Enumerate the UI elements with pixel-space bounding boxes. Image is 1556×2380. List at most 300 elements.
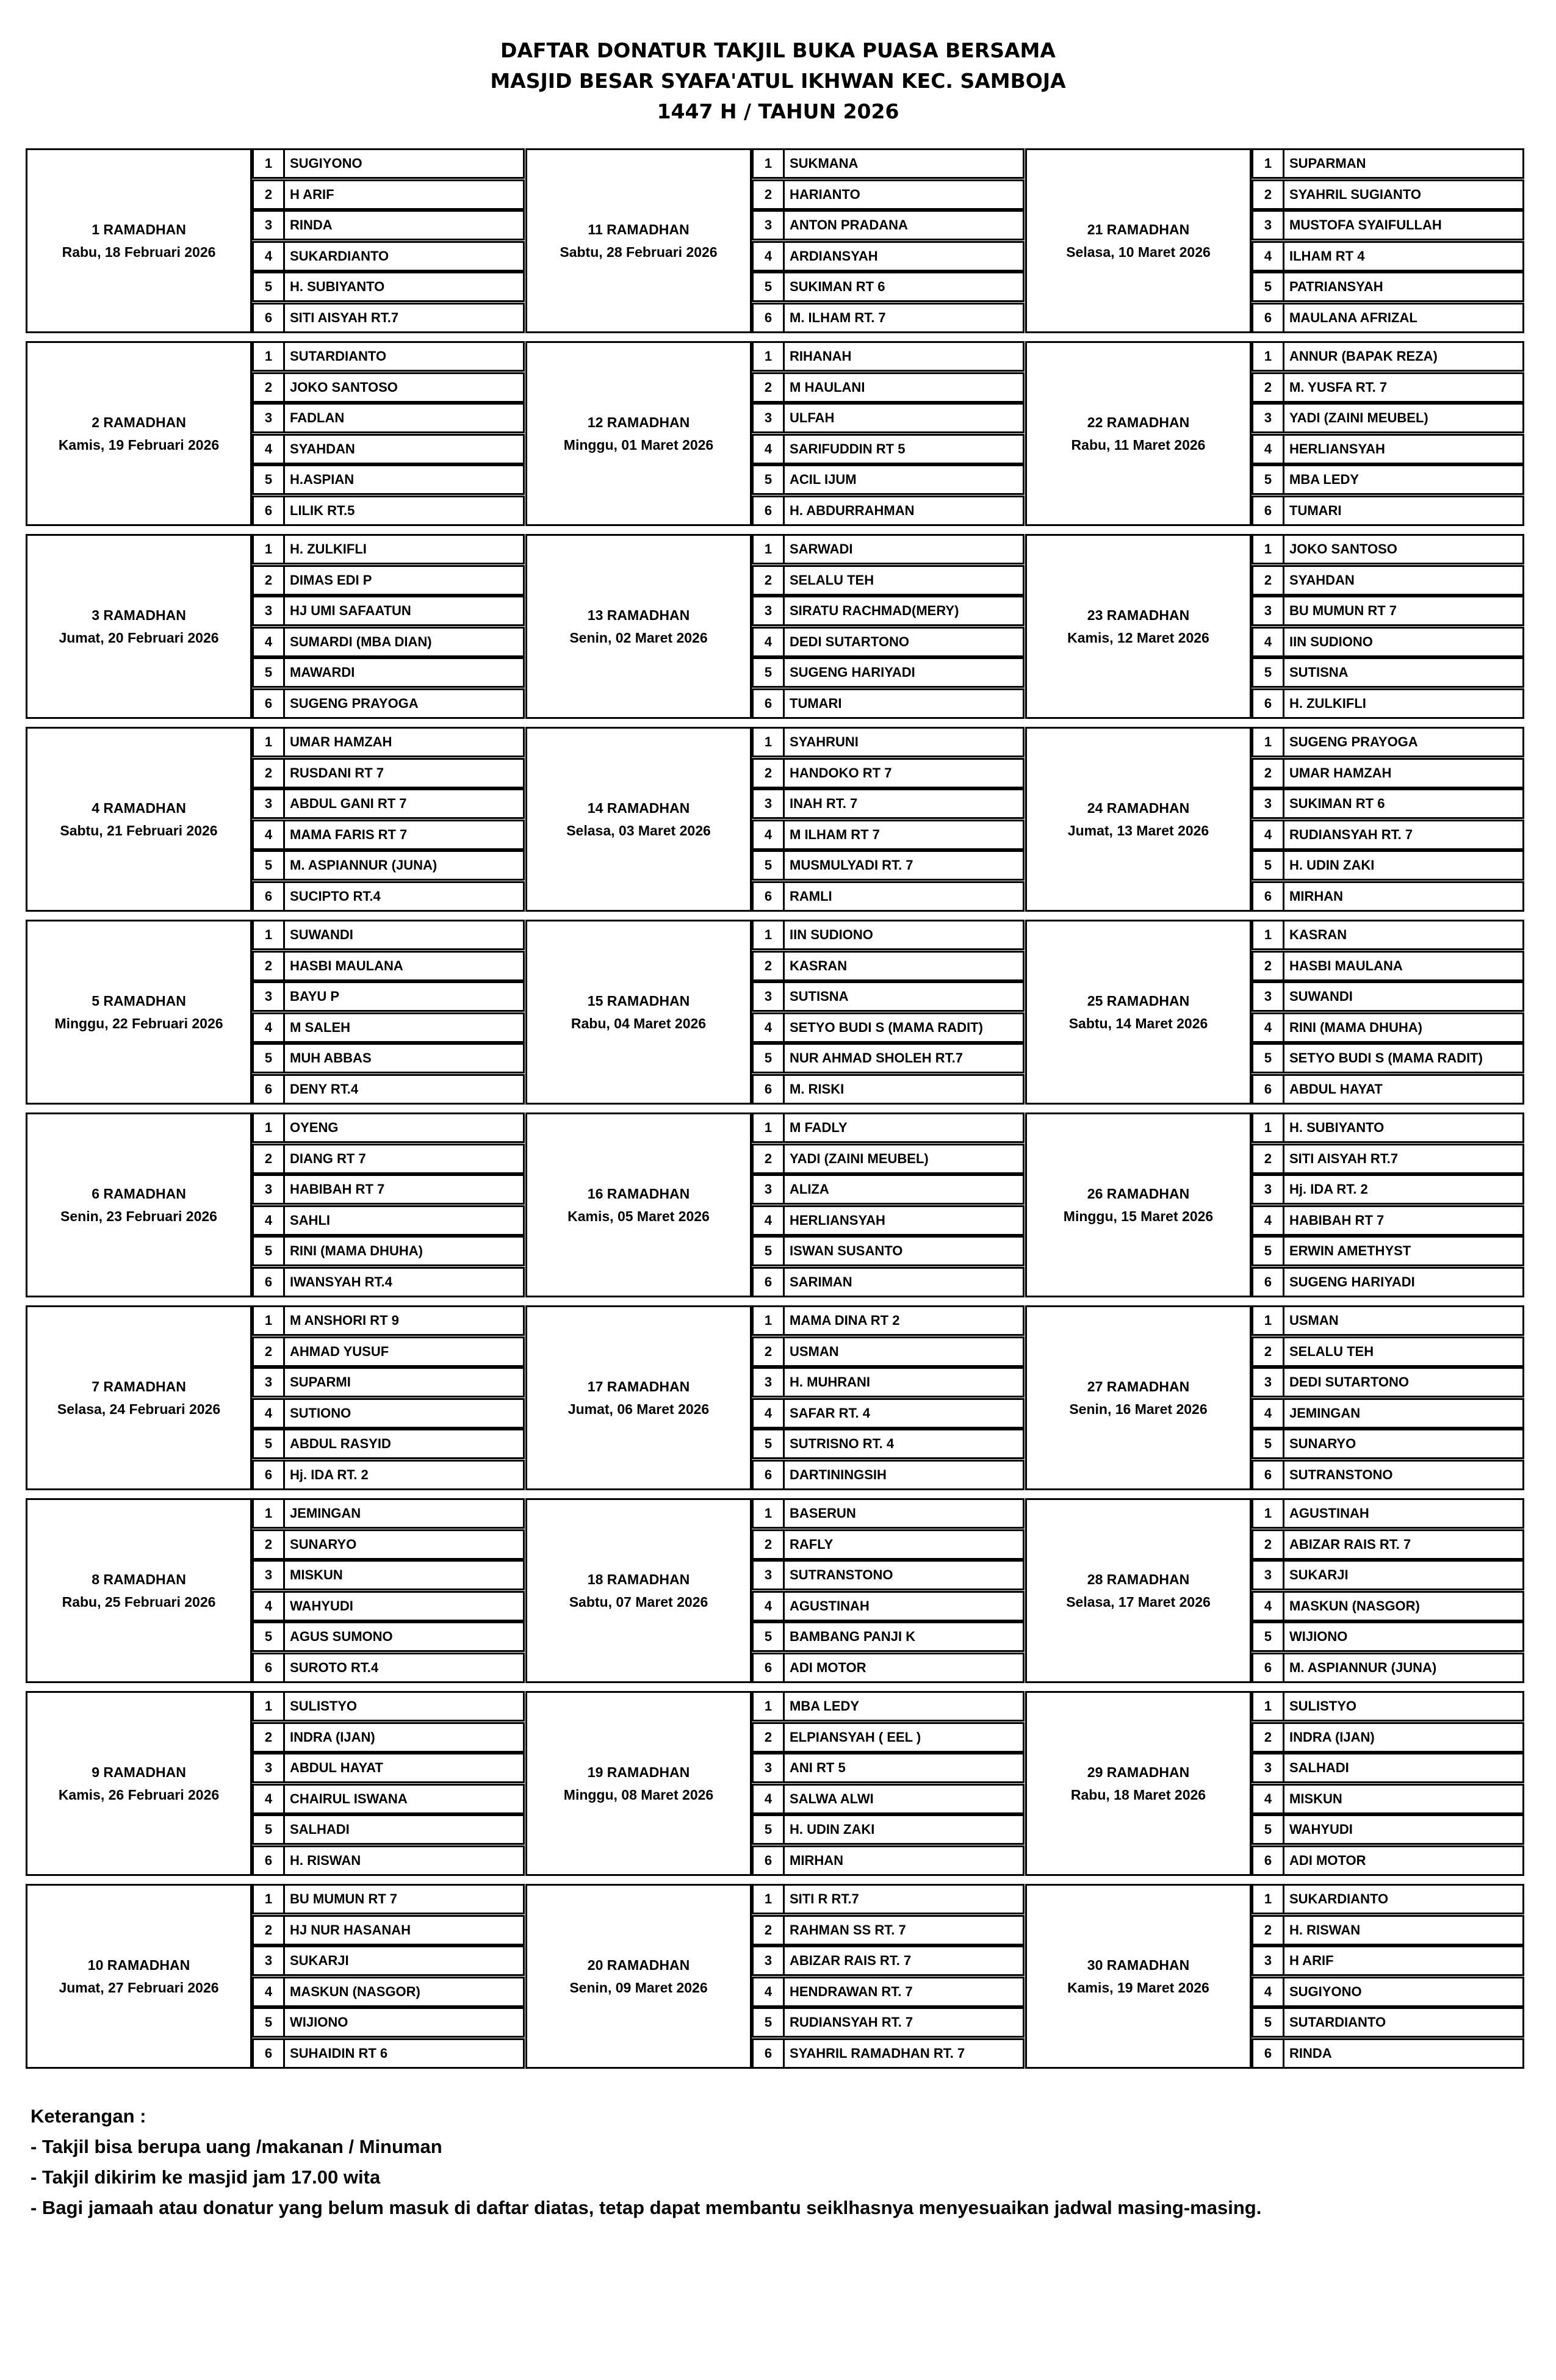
donor-row — [752, 534, 1025, 564]
donor-list — [252, 1305, 525, 1490]
donor-number: 6 — [1252, 496, 1284, 526]
donor-row — [752, 2007, 1025, 2038]
donor-number: 3 — [252, 1753, 285, 1783]
donor-name: M ILHAM RT 7 — [785, 820, 1025, 850]
schedule-band — [26, 920, 1524, 1105]
donor-list — [752, 1691, 1025, 1876]
donor-number: 3 — [252, 981, 285, 1012]
ramadhan-day-label: 29 RAMADHAN — [1087, 1764, 1190, 1780]
donor-row — [752, 272, 1025, 302]
donor-number: 4 — [252, 1977, 285, 2007]
donor-list — [752, 1884, 1025, 2069]
donor-name: ANTON PRADANA — [785, 210, 1025, 240]
donor-number: 6 — [752, 881, 785, 912]
donor-name: SUTRANSTONO — [785, 1560, 1025, 1590]
day-block — [1025, 341, 1524, 526]
donor-name: SARWADI — [785, 534, 1025, 564]
donor-row — [752, 403, 1025, 433]
schedule-band — [26, 1691, 1524, 1876]
donor-row — [252, 1267, 525, 1297]
donor-name: SUMARDI (MBA DIAN) — [285, 627, 525, 657]
donor-row — [252, 1784, 525, 1814]
donor-number: 6 — [1252, 881, 1284, 912]
donor-number: 2 — [752, 758, 785, 788]
donor-number: 3 — [1252, 981, 1284, 1012]
donor-number: 2 — [1252, 951, 1284, 981]
gregorian-date-label: Rabu, 04 Maret 2026 — [571, 1015, 707, 1031]
donor-number: 3 — [252, 1367, 285, 1397]
donor-name: SUROTO RT.4 — [285, 1653, 525, 1683]
donor-number: 1 — [1252, 1305, 1284, 1336]
donor-row — [752, 1460, 1025, 1490]
gregorian-date-label: Selasa, 24 Februari 2026 — [57, 1401, 221, 1417]
donor-row — [1252, 1144, 1524, 1174]
donor-number: 5 — [752, 850, 785, 881]
day-block — [26, 1305, 525, 1490]
donor-name: ABIZAR RAIS RT. 7 — [1284, 1529, 1524, 1560]
donor-number: 1 — [752, 534, 785, 564]
donor-number: 6 — [252, 688, 285, 719]
donor-name: ANNUR (BAPAK REZA) — [1284, 341, 1524, 372]
donor-row — [752, 1784, 1025, 1814]
donor-row — [1252, 1753, 1524, 1783]
donor-number: 6 — [252, 2038, 285, 2069]
donor-number: 5 — [1252, 1429, 1284, 1459]
donor-name: SUKARDIANTO — [1284, 1884, 1524, 1914]
donor-name: MAMA FARIS RT 7 — [285, 820, 525, 850]
donor-name: SYAHDAN — [285, 434, 525, 464]
ramadhan-day-label: 21 RAMADHAN — [1087, 221, 1190, 237]
donor-list — [1252, 1498, 1524, 1683]
donor-number: 4 — [752, 627, 785, 657]
donor-row — [1252, 241, 1524, 272]
donor-number: 6 — [1252, 1653, 1284, 1683]
donor-row — [1252, 850, 1524, 881]
date-cell — [26, 341, 252, 526]
donor-name: SUTISNA — [785, 981, 1025, 1012]
donor-name: DENY RT.4 — [285, 1074, 525, 1105]
donor-number: 3 — [252, 596, 285, 626]
donor-name: RIHANAH — [785, 341, 1025, 372]
date-cell — [525, 1884, 752, 2069]
donor-number: 4 — [252, 1784, 285, 1814]
ramadhan-day-label: 10 RAMADHAN — [87, 1956, 190, 1973]
donor-name: MASKUN (NASGOR) — [285, 1977, 525, 2007]
donor-list — [752, 341, 1025, 526]
donor-row — [752, 1144, 1025, 1174]
donor-number: 2 — [752, 1529, 785, 1560]
donor-number: 4 — [752, 1977, 785, 2007]
donor-number: 5 — [252, 1429, 285, 1459]
donor-number: 3 — [1252, 210, 1284, 240]
donor-list — [752, 1498, 1025, 1683]
gregorian-date-label: Rabu, 18 Februari 2026 — [62, 243, 216, 260]
donor-row — [1252, 657, 1524, 688]
donor-number: 1 — [752, 1498, 785, 1529]
donor-number: 2 — [752, 951, 785, 981]
donor-name: HASBI MAULANA — [1284, 951, 1524, 981]
gregorian-date-label: Senin, 02 Maret 2026 — [569, 629, 708, 646]
donor-list — [252, 341, 525, 526]
ramadhan-day-label: 23 RAMADHAN — [1087, 607, 1190, 623]
donor-row — [252, 2038, 525, 2069]
donor-name: INAH RT. 7 — [785, 788, 1025, 819]
donor-name: ARDIANSYAH — [785, 241, 1025, 272]
donor-number: 2 — [1252, 565, 1284, 596]
donor-row — [252, 820, 525, 850]
gregorian-date-label: Rabu, 11 Maret 2026 — [1071, 436, 1206, 453]
donor-name: ACIL IJUM — [785, 464, 1025, 495]
date-cell — [1025, 341, 1252, 526]
donor-number: 5 — [252, 1236, 285, 1266]
ramadhan-day-label: 5 RAMADHAN — [92, 992, 186, 1009]
donor-name: RAMLI — [785, 881, 1025, 912]
donor-name: WIJIONO — [285, 2007, 525, 2038]
donor-number: 1 — [1252, 920, 1284, 950]
donor-row — [752, 1621, 1025, 1652]
donor-name: M. ASPIANNUR (JUNA) — [1284, 1653, 1524, 1683]
donor-row — [752, 464, 1025, 495]
donor-name: JOKO SANTOSO — [1284, 534, 1524, 564]
donor-row — [1252, 1691, 1524, 1722]
donor-number: 3 — [752, 1174, 785, 1205]
donor-row — [1252, 1560, 1524, 1590]
date-cell — [525, 1112, 752, 1297]
gregorian-date-label: Jumat, 20 Februari 2026 — [59, 629, 219, 646]
donor-name: MISKUN — [1284, 1784, 1524, 1814]
donor-row — [252, 1429, 525, 1459]
day-block — [525, 148, 1025, 333]
donor-row — [252, 1814, 525, 1845]
donor-row — [1252, 1845, 1524, 1876]
donor-name: ABDUL HAYAT — [1284, 1074, 1524, 1105]
donor-name: MBA LEDY — [1284, 464, 1524, 495]
donor-name: HERLIANSYAH — [1284, 434, 1524, 464]
donor-name: SUTISNA — [1284, 657, 1524, 688]
donor-name: ELPIANSYAH ( EEL ) — [785, 1722, 1025, 1753]
donor-number: 5 — [752, 1236, 785, 1266]
donor-row — [1252, 1398, 1524, 1429]
donor-row — [752, 881, 1025, 912]
donor-number: 1 — [1252, 727, 1284, 757]
gregorian-date-label: Rabu, 18 Maret 2026 — [1070, 1786, 1206, 1803]
donor-row — [752, 1653, 1025, 1683]
day-block — [26, 727, 525, 912]
donor-row — [752, 981, 1025, 1012]
donor-list — [752, 727, 1025, 912]
donor-row — [752, 727, 1025, 757]
donor-number: 1 — [752, 727, 785, 757]
ramadhan-day-label: 24 RAMADHAN — [1087, 799, 1190, 816]
donor-row — [1252, 534, 1524, 564]
donor-row — [1252, 1174, 1524, 1205]
donor-name: ADI MOTOR — [1284, 1845, 1524, 1876]
gregorian-date-label: Kamis, 05 Maret 2026 — [567, 1208, 710, 1224]
donor-name: SUTIONO — [285, 1398, 525, 1429]
donor-number: 3 — [1252, 1560, 1284, 1590]
donor-row — [1252, 627, 1524, 657]
donor-name: SUNARYO — [285, 1529, 525, 1560]
donor-number: 1 — [752, 920, 785, 950]
donor-number: 2 — [252, 565, 285, 596]
donor-name: UMAR HAMZAH — [1284, 758, 1524, 788]
donor-list — [252, 1884, 525, 2069]
donor-number: 5 — [252, 657, 285, 688]
donor-name: H. UDIN ZAKI — [1284, 850, 1524, 881]
donor-row — [752, 1722, 1025, 1753]
donor-name: BU MUMUN RT 7 — [1284, 596, 1524, 626]
donor-name: SUKMANA — [785, 148, 1025, 179]
donor-row — [752, 1945, 1025, 1976]
donor-number: 4 — [1252, 1398, 1284, 1429]
ramadhan-day-label: 2 RAMADHAN — [92, 414, 186, 430]
ramadhan-day-label: 22 RAMADHAN — [1087, 414, 1190, 430]
donor-name: DIANG RT 7 — [285, 1144, 525, 1174]
day-block — [525, 1691, 1025, 1876]
donor-row — [752, 565, 1025, 596]
donor-row — [252, 850, 525, 881]
donor-row — [1252, 1429, 1524, 1459]
donor-number: 5 — [252, 850, 285, 881]
gregorian-date-label: Senin, 16 Maret 2026 — [1069, 1401, 1208, 1417]
donor-name: ANI RT 5 — [785, 1753, 1025, 1783]
ramadhan-day-label: 27 RAMADHAN — [1087, 1378, 1190, 1394]
donor-number: 1 — [252, 1498, 285, 1529]
donor-name: BASERUN — [785, 1498, 1025, 1529]
donor-row — [1252, 1112, 1524, 1143]
donor-row — [752, 1367, 1025, 1397]
donor-name: ABIZAR RAIS RT. 7 — [785, 1945, 1025, 1976]
donor-name: AGUS SUMONO — [285, 1621, 525, 1652]
donor-name: SUKIMAN RT 6 — [1284, 788, 1524, 819]
donor-name: LILIK RT.5 — [285, 496, 525, 526]
donor-row — [1252, 372, 1524, 403]
date-cell — [1025, 1691, 1252, 1876]
donor-name: M FADLY — [785, 1112, 1025, 1143]
donor-row — [252, 881, 525, 912]
donor-number: 5 — [752, 657, 785, 688]
donor-number: 5 — [1252, 2007, 1284, 2038]
date-cell — [525, 1691, 752, 1876]
donor-number: 4 — [752, 1205, 785, 1236]
donor-row — [252, 210, 525, 240]
donor-row — [252, 496, 525, 526]
donor-number: 2 — [252, 1915, 285, 1945]
donor-name: ERWIN AMETHYST — [1284, 1236, 1524, 1266]
donor-row — [1252, 788, 1524, 819]
donor-name: M. ASPIANNUR (JUNA) — [285, 850, 525, 881]
date-cell — [26, 534, 252, 719]
donor-name: AHMAD YUSUF — [285, 1336, 525, 1367]
donor-row — [252, 1112, 525, 1143]
donor-row — [252, 1074, 525, 1105]
donor-name: SUGENG HARIYADI — [785, 657, 1025, 688]
donor-row — [1252, 1915, 1524, 1945]
day-block — [525, 1112, 1025, 1297]
donor-number: 5 — [252, 464, 285, 495]
ramadhan-day-label: 4 RAMADHAN — [92, 799, 186, 816]
donor-name: HABIBAH RT 7 — [1284, 1205, 1524, 1236]
date-cell — [26, 1884, 252, 2069]
ramadhan-day-label: 14 RAMADHAN — [587, 799, 690, 816]
donor-name: RINDA — [1284, 2038, 1524, 2069]
donor-row — [752, 1305, 1025, 1336]
schedule-band — [26, 148, 1524, 333]
donor-name: FADLAN — [285, 403, 525, 433]
donor-row — [1252, 1205, 1524, 1236]
donor-number: 3 — [752, 788, 785, 819]
donor-row — [252, 1915, 525, 1945]
donor-name: MAMA DINA RT 2 — [785, 1305, 1025, 1336]
donor-row — [252, 920, 525, 950]
donor-name: M. ILHAM RT. 7 — [785, 303, 1025, 333]
donor-name: SUTARDIANTO — [285, 341, 525, 372]
donor-list — [1252, 1884, 1524, 2069]
donor-number: 2 — [252, 1336, 285, 1367]
donor-row — [752, 179, 1025, 210]
donor-name: SETYO BUDI S (MAMA RADIT) — [785, 1012, 1025, 1043]
gregorian-date-label: Minggu, 15 Maret 2026 — [1063, 1208, 1214, 1224]
donor-number: 4 — [252, 1398, 285, 1429]
ramadhan-day-label: 11 RAMADHAN — [588, 221, 690, 237]
donor-number: 6 — [752, 1845, 785, 1876]
gregorian-date-label: Selasa, 17 Maret 2026 — [1066, 1593, 1211, 1610]
ramadhan-day-label: 17 RAMADHAN — [587, 1378, 690, 1394]
gregorian-date-label: Sabtu, 28 Februari 2026 — [560, 243, 718, 260]
donor-number: 6 — [1252, 1074, 1284, 1105]
donor-name: HABIBAH RT 7 — [285, 1174, 525, 1205]
date-cell — [26, 148, 252, 333]
donor-row — [252, 627, 525, 657]
donor-row — [252, 1753, 525, 1783]
ramadhan-day-label: 13 RAMADHAN — [587, 607, 690, 623]
donor-number: 1 — [752, 1112, 785, 1143]
donor-row — [1252, 1043, 1524, 1073]
ramadhan-day-label: 15 RAMADHAN — [587, 992, 690, 1009]
donor-name: SUKARJI — [285, 1945, 525, 1976]
donor-number: 2 — [752, 1915, 785, 1945]
donor-name: RINI (MAMA DHUHA) — [285, 1236, 525, 1266]
donor-name: SUHAIDIN RT 6 — [285, 2038, 525, 2069]
donor-name: SAHLI — [285, 1205, 525, 1236]
donor-list — [1252, 1112, 1524, 1297]
donor-name: AGUSTINAH — [1284, 1498, 1524, 1529]
donor-name: H. RISWAN — [1284, 1915, 1524, 1945]
donor-number: 2 — [252, 758, 285, 788]
donor-number: 4 — [252, 241, 285, 272]
date-cell — [525, 148, 752, 333]
ramadhan-day-label: 7 RAMADHAN — [92, 1378, 186, 1394]
donor-name: H.ASPIAN — [285, 464, 525, 495]
donor-number: 5 — [752, 1043, 785, 1073]
gregorian-date-label: Kamis, 19 Februari 2026 — [58, 436, 220, 453]
donor-row — [1252, 1591, 1524, 1621]
donor-row — [252, 1722, 525, 1753]
donor-row — [752, 951, 1025, 981]
donor-row — [252, 1591, 525, 1621]
donor-number: 1 — [1252, 1691, 1284, 1722]
donor-row — [752, 1915, 1025, 1945]
day-block — [1025, 1112, 1524, 1297]
ramadhan-day-label: 1 RAMADHAN — [92, 221, 186, 237]
donor-list — [252, 727, 525, 912]
gregorian-date-label: Minggu, 01 Maret 2026 — [563, 436, 714, 453]
donor-row — [252, 1043, 525, 1073]
donor-name: SUGENG HARIYADI — [1284, 1267, 1524, 1297]
donor-name: MUH ABBAS — [285, 1043, 525, 1073]
donor-name: HASBI MAULANA — [285, 951, 525, 981]
donor-number: 1 — [252, 1305, 285, 1336]
donor-name: HJ NUR HASANAH — [285, 1915, 525, 1945]
date-cell — [1025, 148, 1252, 333]
gregorian-date-label: Kamis, 19 Maret 2026 — [1067, 1979, 1209, 1996]
donor-name: MUSMULYADI RT. 7 — [785, 850, 1025, 881]
donor-number: 2 — [1252, 372, 1284, 403]
donor-number: 2 — [752, 372, 785, 403]
donor-row — [252, 534, 525, 564]
donor-number: 6 — [752, 1074, 785, 1105]
ramadhan-day-label: 8 RAMADHAN — [92, 1571, 186, 1587]
donor-row — [252, 1012, 525, 1043]
donor-row — [252, 464, 525, 495]
donor-number: 1 — [752, 1305, 785, 1336]
donor-row — [752, 1267, 1025, 1297]
donor-number: 6 — [1252, 1845, 1284, 1876]
donor-name: RUSDANI RT 7 — [285, 758, 525, 788]
donor-number: 3 — [752, 403, 785, 433]
ramadhan-day-label: 26 RAMADHAN — [1087, 1185, 1190, 1202]
donor-list — [252, 920, 525, 1105]
donor-row — [252, 1884, 525, 1914]
donor-list — [752, 534, 1025, 719]
day-block — [525, 534, 1025, 719]
donor-row — [1252, 820, 1524, 850]
donor-number: 6 — [252, 303, 285, 333]
donor-name: SARIFUDDIN RT 5 — [785, 434, 1025, 464]
donor-row — [1252, 688, 1524, 719]
donor-row — [252, 1498, 525, 1529]
donor-name: SITI R RT.7 — [785, 1884, 1025, 1914]
donor-number: 2 — [252, 372, 285, 403]
title-line: MASJID BESAR SYAFA'ATUL IKHWAN KEC. SAMBOJA — [490, 69, 1066, 93]
donor-name: RINI (MAMA DHUHA) — [1284, 1012, 1524, 1043]
donor-name: SUKARDIANTO — [285, 241, 525, 272]
donor-number: 4 — [752, 1591, 785, 1621]
schedule-band — [26, 534, 1524, 719]
donor-name: H. ZULKIFLI — [1284, 688, 1524, 719]
donor-name: M SALEH — [285, 1012, 525, 1043]
donor-row — [752, 210, 1025, 240]
donor-row — [252, 788, 525, 819]
date-cell — [26, 1691, 252, 1876]
donor-list — [752, 920, 1025, 1105]
donor-number: 6 — [252, 1845, 285, 1876]
day-block — [525, 1305, 1025, 1490]
gregorian-date-label: Minggu, 08 Maret 2026 — [563, 1786, 714, 1803]
donor-number: 1 — [1252, 1884, 1284, 1914]
donor-name: SITI AISYAH RT.7 — [285, 303, 525, 333]
donor-number: 1 — [1252, 1498, 1284, 1529]
donor-row — [1252, 2007, 1524, 2038]
donor-row — [752, 303, 1025, 333]
donor-name: YADI (ZAINI MEUBEL) — [785, 1144, 1025, 1174]
donor-row — [1252, 1367, 1524, 1397]
donor-row — [1252, 148, 1524, 179]
donor-row — [1252, 1884, 1524, 1914]
donor-number: 4 — [252, 434, 285, 464]
date-cell — [525, 534, 752, 719]
donor-name: SULISTYO — [1284, 1691, 1524, 1722]
